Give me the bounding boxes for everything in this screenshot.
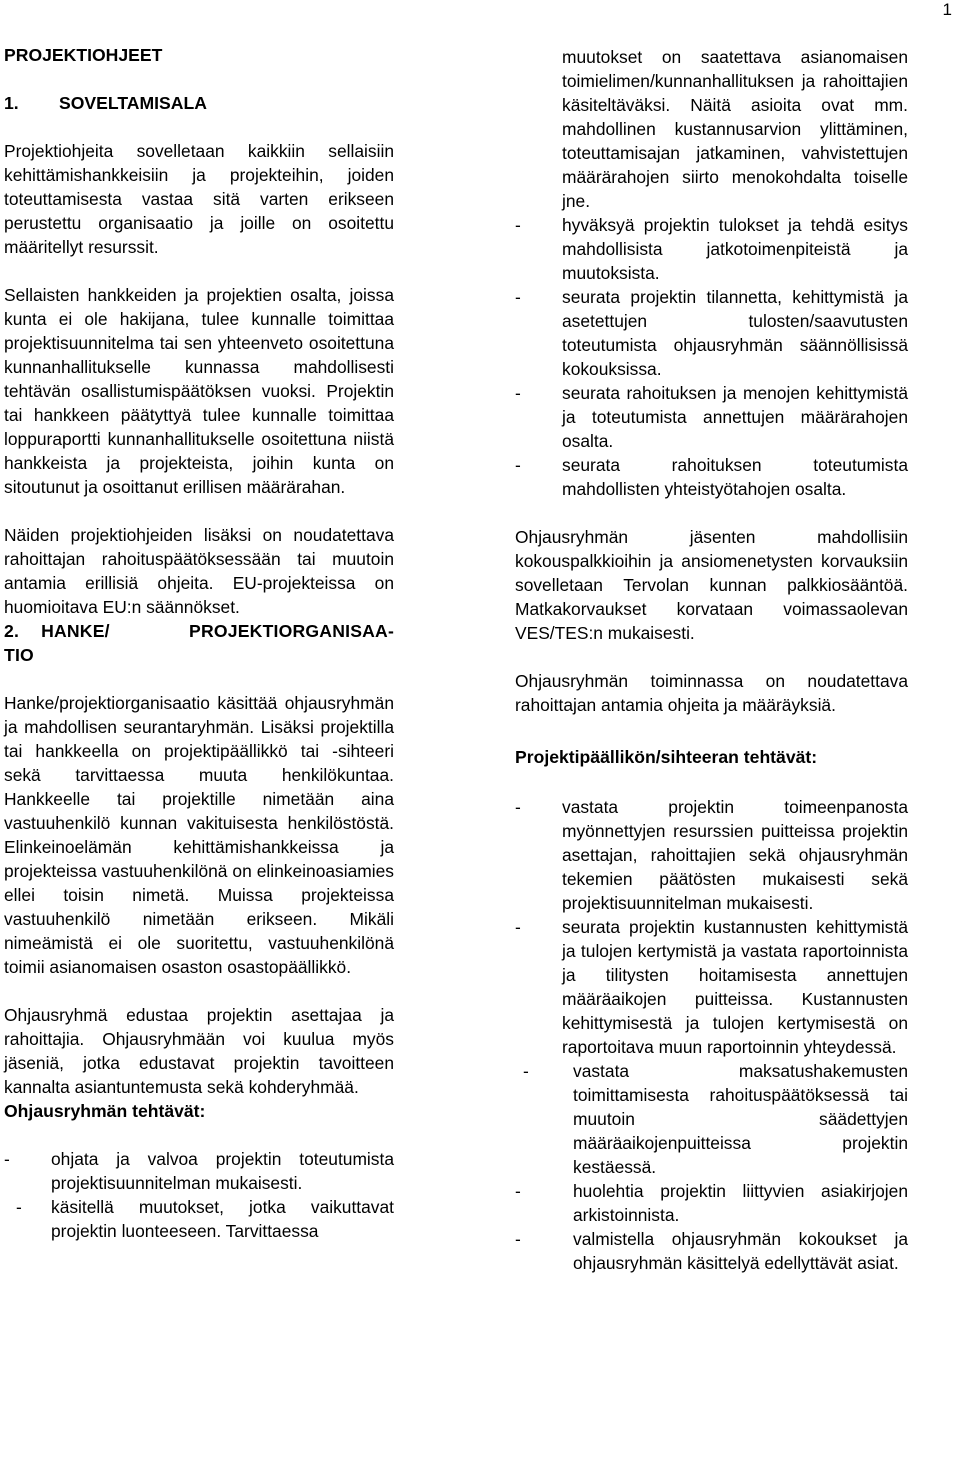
section-heading-2 bbox=[4, 619, 394, 667]
section-title-line2: TIO bbox=[4, 645, 34, 665]
right-column bbox=[515, 45, 908, 1275]
list-item: - seurata projektin kustannusten kehittymistä ja tulojen kertymistä ja vastata raportoinnista ja tilitysten hoitamisesta annettujen määräaikojen puitteissa. Kustannusten kehittymisestä ja tulojen kertymisestä on raportoitava muun raportoinnin yhteydessä. bbox=[515, 917, 908, 1057]
list-item: - käsitellä muutokset, jotka vaikuttavat projektin luonteeseen. Tarvittaessa bbox=[16, 1197, 394, 1241]
document-title: PROJEKTIOHJEET bbox=[4, 45, 163, 65]
list-item: - ohjata ja valvoa projektin toteutumista projektisuunnitelman mukaisesti. bbox=[4, 1149, 394, 1193]
list-item: - huolehtia projektin liittyvien asiakirjojen arkistoinnista. bbox=[515, 1181, 908, 1225]
section-title: SOVELTAMISALA bbox=[59, 93, 207, 113]
section-title-line1: HANKE/ PROJEKTIORGANISAA- bbox=[41, 621, 394, 641]
manager-task-list bbox=[515, 795, 908, 1275]
left-column bbox=[4, 43, 394, 1243]
paragraph-continuation: muutokset on saatettava asianomaisen toimielimen/kunnanhallituksen ja rahoittajien käsiteltäväksi. Näitä asioita ovat mm. mahdollinen kustannusarvion ylittäminen, toteuttamisajan jatkaminen, vahvistettujen määrärahojen siirto menokohdalta toiselle jne. bbox=[562, 47, 908, 211]
paragraph-meeting-fees: Ohjausryhmän jäsenten mahdollisiin kokouspalkkioihin ja ansiomenetysten korvauksiin sovelletaan Tervolan kunnan palkkiosääntöä. Matkakorvaukset korvataan voimassaolevan VES/TES:n mukaisesti. bbox=[515, 527, 908, 643]
list-item: - vastata maksatushakemusten toimittamisesta rahoituspäätöksessä tai muutoin säädettyjen määräaikojenpuitteissa projektin kestäessä. bbox=[523, 1061, 908, 1177]
subheading-manager-tasks: Projektipäällikön/sihteeran tehtävät: bbox=[515, 747, 818, 767]
steering-task-list bbox=[4, 1147, 394, 1243]
list-item: - valmistella ohjausryhmän kokoukset ja ohjausryhmän käsittelyä edellyttävät asiat. bbox=[515, 1229, 908, 1273]
paragraph-reporting: Sellaisten hankkeiden ja projektien osalta, joissa kunta ei ole hakijana, tulee kunnalle toimittaa projektisuunnitelma tai sen yhteenveto osoitettuna kunnanhallitukselle kunnassa mahdollisesti tehtävän osallistumispäätöksen vuoksi. Projektin tai hankkeen päätyttyä tulee kunnalle toimittaa loppuraportti kunnanhallitukselle osoitettuna niistä hankkeista ja projekteista, joihin kunta on sitoutunut ja osoittanut erillisen määrärahan. bbox=[4, 285, 394, 497]
list-item: - seurata projektin tilannetta, kehittymistä ja asetettujen tulosten/saavutusten toteutumista ohjausryhmän säännöllisissä kokouksissa. bbox=[515, 287, 908, 379]
page-number: 1 bbox=[942, 0, 952, 19]
list-item: - seurata rahoituksen toteutumista mahdollisten yhteistyötahojen osalta. bbox=[515, 455, 908, 499]
section-heading-1 bbox=[4, 91, 394, 115]
subheading-steering-tasks: Ohjausryhmän tehtävät: bbox=[4, 1101, 206, 1121]
list-item: - seurata rahoituksen ja menojen kehittymistä ja toteutumista annettujen määrärahojen osalta. bbox=[515, 383, 908, 451]
steering-task-list-continued bbox=[515, 213, 908, 501]
paragraph-steering-group: Ohjausryhmä edustaa projektin asettajaa ja rahoittajia. Ohjausryhmään voi kuulua myös jäseniä, jotka edustavat projektin tavoitteen kannalta asiantuntemusta sekä kohderyhmää. bbox=[4, 1005, 394, 1097]
section-number: 2. bbox=[4, 621, 20, 641]
list-item: - vastata projektin toimeenpanosta myönnettyjen resurssien puitteissa projektin asettajan, rahoittajien sekä ohjausryhmän tekemien päätösten mukaisesti sekä projektisuunnitelman mukaisesti. bbox=[515, 797, 908, 913]
paragraph-funder-rules: Näiden projektiohjeiden lisäksi on noudatettava rahoittajan rahoituspäätöksessään tai muutoin antamia erillisiä ohjeita. EU-projekteissa on huomioitava EU:n säännökset. bbox=[4, 525, 394, 617]
paragraph-organisation: Hanke/projektiorganisaatio käsittää ohjausryhmän ja mahdollisen seurantaryhmän. Lisäksi projektilla tai hankkeella on projektipäällikkö tai -sihteeri sekä tarvittaessa muuta henkilökuntaa. Hankkeelle tai projektille nimetään aina vastuuhenkilö kunnan vakituisesta henkilöstöstä. Elinkeinoelämän kehittämishankkeissa ja projekteissa vastuuhenkilönä on elinkeinoasiamies ellei toisin nimetä. Muissa projekteissa vastuuhenkilö nimetään erikseen. Mikäli nimeämistä ei ole suoritettu, vastuuhenkilönä toimii asianomaisen osaston osastopäällikkö. bbox=[4, 693, 394, 977]
section-number: 1. bbox=[4, 93, 19, 113]
paragraph-scope: Projektiohjeita sovelletaan kaikkiin sellaisiin kehittämishankkeisiin ja projekteihin, joiden toteuttamisesta vastaa sitä varten erikseen perustettu organisaatio ja joille on osoitettu määritellyt resurssit. bbox=[4, 141, 394, 257]
paragraph-funder-instructions: Ohjausryhmän toiminnassa on noudatettava rahoittajan antamia ohjeita ja määräyksiä. bbox=[515, 671, 908, 715]
list-item: - hyväksyä projektin tulokset ja tehdä esitys mahdollisista jatkotoimenpiteistä ja muutoksista. bbox=[515, 215, 908, 283]
